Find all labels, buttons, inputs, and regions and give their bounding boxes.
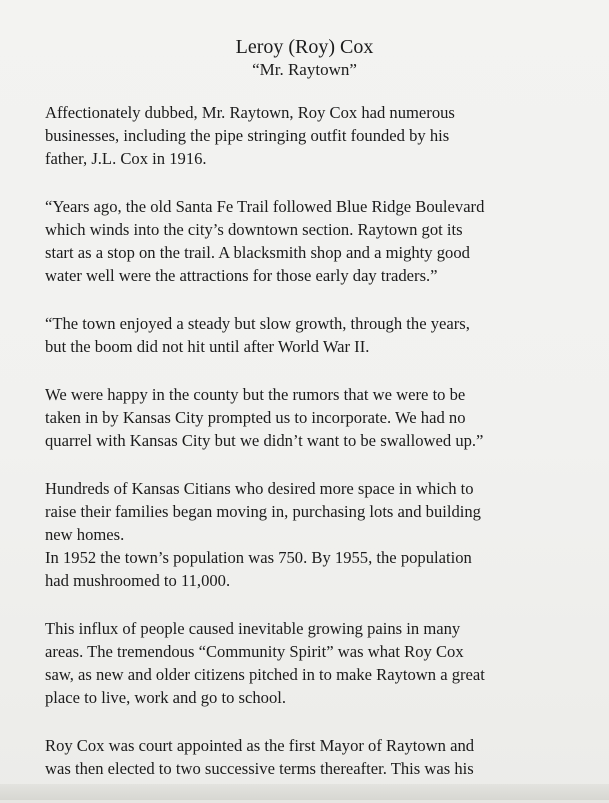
- paragraph-santa-fe-trail: “Years ago, the old Santa Fe Trail followed Blue Ridge Boulevard which winds into the city’s downtown section. Raytown got its start as a stop on the trail. A blacksmith shop and a mighty good water well were the attractions for those early day traders.”: [45, 197, 485, 285]
- paragraph-spacer: [45, 358, 605, 383]
- paragraph-spacer: [45, 170, 605, 195]
- paragraph-incorporation: We were happy in the county but the rumors that we were to be taken in by Kansas City prompted us to incorporate. We had no quarrel with Kansas City but we didn’t want to be swallowed up.”: [45, 385, 484, 450]
- paragraph-intro: Affectionately dubbed, Mr. Raytown, Roy Cox had numerous businesses, including the pipe stringing outfit founded by his father, J.L. Cox in 1916.: [45, 103, 455, 168]
- document-body: [45, 101, 605, 803]
- paragraph-community-spirit: This influx of people caused inevitable growing pains in many areas. The tremendous “Community Spirit” was what Roy Cox saw, as new and older citizens pitched in to make Raytown a great place to live, work and go to school.: [45, 619, 485, 707]
- paragraph-spacer: [45, 287, 605, 312]
- paragraph-mayor: Roy Cox was court appointed as the first Mayor of Raytown and was then elected to two successive terms thereafter. This was his: [45, 736, 475, 778]
- paragraph-population: In 1952 the town’s population was 750. By 1955, the population had mushroomed to 11,000.: [45, 548, 472, 590]
- paragraph-town-growth: “The town enjoyed a steady but slow growth, through the years, but the boom did not hit until after World War II.: [45, 314, 470, 356]
- paragraph-spacer: [45, 452, 605, 477]
- paragraph-spacer: [45, 709, 605, 734]
- paper-bottom-edge: [0, 784, 609, 800]
- document-title: Leroy (Roy) Cox: [235, 36, 374, 58]
- document-subtitle: “Mr. Raytown”: [252, 60, 357, 79]
- paragraph-spacer: [45, 592, 605, 617]
- title-block: [0, 36, 609, 80]
- paragraph-new-homes: Hundreds of Kansas Citians who desired more space in which to raise their families began moving in, purchasing lots and building new homes.: [45, 479, 481, 544]
